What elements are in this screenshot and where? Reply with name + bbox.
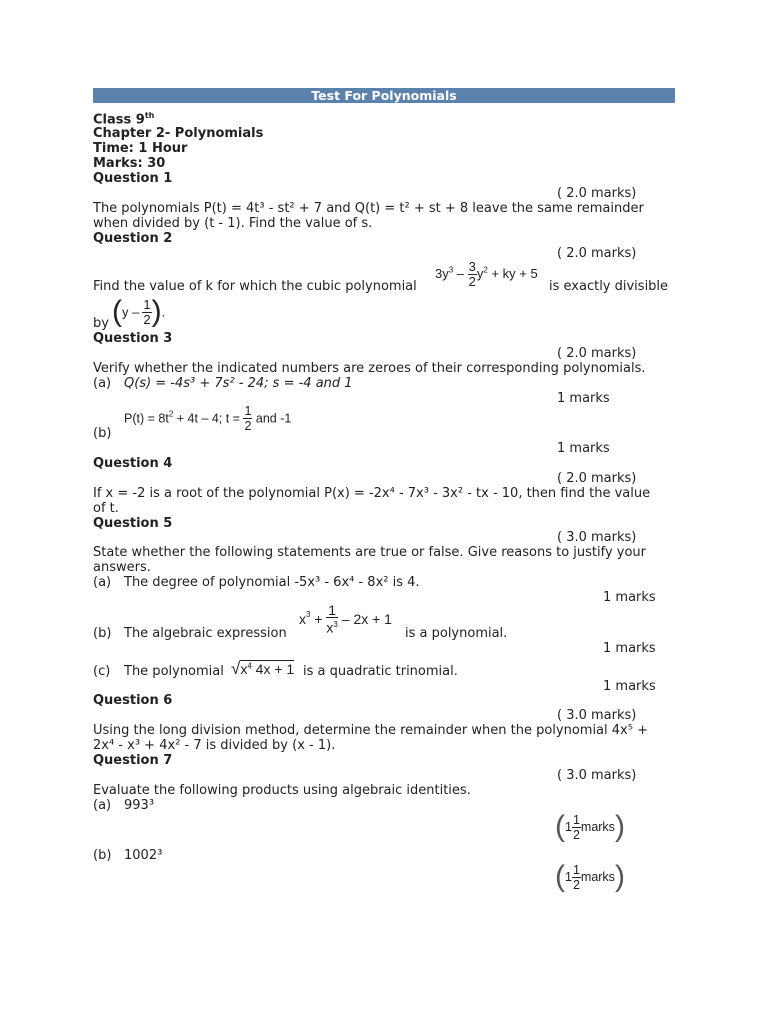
b5-den-wrap [326,618,337,635]
question-4-text-line1: If x = -2 is a root of the polynomial P(x) = -2x⁴ - 7x³ - 3x² - tx - 10, then find the value [93,486,651,501]
question-2-marks: ( 2.0 marks) [557,246,637,261]
cubic-polynomial-expression [435,260,538,289]
q7b-left-paren: ( [555,860,565,893]
question-7b-marks [555,860,625,894]
q7a-left-paren: ( [555,810,565,843]
question-2-text-continued: is exactly divisible [549,279,669,294]
question-1-text-line2: when divided by (t - 1). Find the value of s. [93,216,373,231]
question-4-heading: Question 4 [93,456,173,471]
b5-num: 1 [328,602,337,618]
radicand-tail: 4x + 1 [251,661,295,677]
question-3-marks: ( 2.0 marks) [557,346,637,361]
left-paren: ( [112,295,122,328]
question-6-text-line2: 2x⁴ - x³ + 4x² - 7 is divided by (x - 1). [93,738,336,753]
question-2-heading: Question 2 [93,231,173,246]
question-4-marks: ( 2.0 marks) [557,471,637,486]
q7b-den: 2 [572,877,580,892]
question-5c-pre: The polynomial [124,664,224,679]
q7a-whole: 1 [565,820,572,834]
question-7b-label: (b) [93,848,112,863]
q7a-num: 1 [572,812,580,827]
exp-2: 2 [483,265,488,275]
question-7-marks: ( 3.0 marks) [557,768,637,783]
frac-den: 2 [468,274,476,289]
question-3-heading: Question 3 [93,331,173,346]
poly-term-d: + ky + 5 [487,265,538,281]
radicand-x: x [240,661,248,677]
q7b-whole: 1 [565,870,572,884]
factor-text: y – [122,304,140,320]
question-6-marks: ( 3.0 marks) [557,708,637,723]
poly-term-c: y [476,265,484,281]
right-paren: ) [151,295,162,328]
question-5-text-line2: answers. [93,560,151,575]
question-3a-label: (a) [93,376,112,391]
q7b-word: marks [580,870,615,884]
question-5-heading: Question 5 [93,516,173,531]
class-text: Class 9 [93,112,145,128]
q7a-den: 2 [572,827,580,842]
radicand [240,660,294,677]
question-2-by: by [93,316,109,331]
expr-post: and -1 [252,411,292,426]
exp-2b: 2 [168,409,174,419]
question-5b-pre: The algebraic expression [124,626,287,641]
question-5b-post: is a polynomial. [405,626,508,641]
question-2-text: Find the value of k for which the cubic polynomial [93,279,417,294]
class-label [93,111,154,127]
expr-mid: + 4t – 4; t = [173,411,244,426]
chapter-label: Chapter 2- Polynomials [93,126,264,141]
fraction-1-x3 [326,603,337,635]
question-5a-label: (a) [93,575,112,590]
b-num: 1 [244,404,252,418]
question-5c-marks: 1 marks [603,679,656,694]
q7a-fraction [572,813,581,842]
test-title-banner: Test For Polynomials [93,88,675,103]
fraction-1-2 [142,298,151,327]
divisor-factor [112,295,165,329]
question-3b-label: (b) [93,426,112,441]
question-6-text-line1: Using the long division method, determine the remainder when the polynomial 4x⁵ + [93,723,648,738]
question-3a-text: Q(s) = -4s³ + 7s² - 24; s = -4 and 1 [124,376,353,391]
question-1-heading: Question 1 [93,171,173,186]
expr-tail: – 2x + 1 [337,610,392,627]
question-5a-marks: 1 marks [603,590,656,605]
factor-num: 1 [143,296,151,312]
sqrt-symbol: √ [231,659,241,678]
expr-x: x [299,610,306,627]
time-label: Time: 1 Hour [93,141,188,156]
question-1-marks: ( 2.0 marks) [557,186,637,201]
question-7a-text: 993³ [124,798,155,813]
question-7a-label: (a) [93,798,112,813]
question-5c-label: (c) [93,664,111,679]
q7a-word: marks [580,820,615,834]
frac-num: 3 [468,259,476,274]
exp-4: 4 [247,661,252,671]
poly-minus: – [453,265,468,281]
fraction-3-2 [468,260,477,289]
exp-3d: 3 [333,620,338,629]
question-7a-marks [555,810,625,844]
algebraic-expression [299,603,392,635]
q7a-right-paren: ) [614,810,625,843]
radical-expression [231,659,294,679]
expr-plus: + [310,610,327,627]
question-3b-marks: 1 marks [557,441,610,456]
q7b-right-paren: ) [614,860,625,893]
question-5-text-line1: State whether the following statements are true or false. Give reasons to justify your [93,545,647,560]
question-3b-expression [124,404,291,433]
exp-3c: 3 [306,609,311,619]
question-5b-marks: 1 marks [603,641,656,656]
question-4-text-line2: of t. [93,501,119,516]
question-7-intro: Evaluate the following products using algebraic identities. [93,783,471,798]
factor-period: . [161,304,166,320]
question-7-heading: Question 7 [93,753,173,768]
question-5b-label: (b) [93,626,112,641]
marks-label: Marks: 30 [93,156,166,171]
class-superscript: th [144,111,155,120]
question-5a-text: The degree of polynomial -5x³ - 6x⁴ - 8x² is 4. [124,575,420,590]
poly-term-a: 3y [435,265,449,281]
question-1-text-line1: The polynomials P(t) = 4t³ - st² + 7 and Q(t) = t² + st + 8 leave the same remainder [93,201,644,216]
b5-den: x [326,619,334,636]
q7b-fraction [572,863,581,892]
q7b-num: 1 [572,862,580,877]
question-6-heading: Question 6 [93,693,173,708]
question-5-marks: ( 3.0 marks) [557,530,637,545]
question-7b-text: 1002³ [124,848,163,863]
expr-pre: P(t) = 8t [124,411,169,426]
factor-den: 2 [143,311,151,327]
question-5c-post: is a quadratic trinomial. [303,664,458,679]
exp-3: 3 [448,265,454,275]
question-3a-marks: 1 marks [557,391,610,406]
question-3-intro: Verify whether the indicated numbers are zeroes of their corresponding polynomials. [93,361,646,376]
b-den: 2 [244,419,252,433]
